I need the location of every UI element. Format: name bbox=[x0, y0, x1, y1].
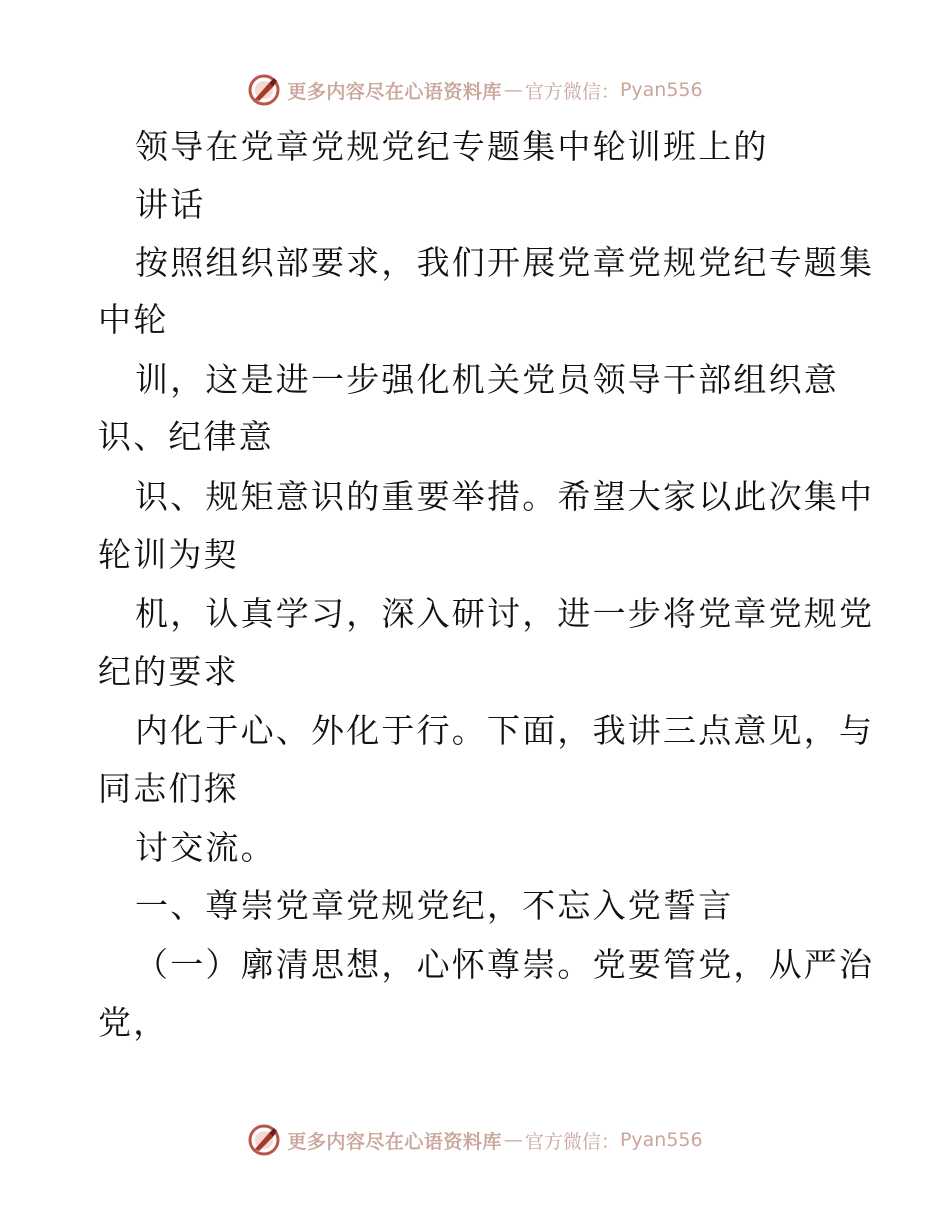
paragraph-line: 识、纪律意 bbox=[98, 417, 274, 456]
document-title-line-1: 领导在党章党规党纪专题集中轮训班上的 bbox=[135, 127, 769, 166]
paragraph-line: 训，这是进一步强化机关党员领导干部组织意 bbox=[135, 360, 839, 399]
paragraph-line: 党， bbox=[98, 1003, 169, 1042]
section-heading: 一、尊崇党章党规党纪，不忘入党誓言 bbox=[135, 886, 734, 925]
paragraph-line: 内化于心、外化于行。下面，我讲三点意见，与 bbox=[135, 711, 875, 750]
pen-nib-logo-icon bbox=[247, 73, 281, 107]
paragraph-line: 识、规矩意识的重要举措。希望大家以此次集中 bbox=[135, 477, 875, 516]
footer-watermark bbox=[0, 1120, 950, 1160]
document-title-line-2: 讲话 bbox=[135, 185, 206, 224]
paragraph-line: 轮训为契 bbox=[98, 535, 239, 574]
watermark-wechat-id: Pyan556 bbox=[619, 1129, 703, 1151]
watermark-brand: 更多内容尽在心语资料库 bbox=[287, 1130, 502, 1153]
paragraph-line: 机，认真学习，深入研讨，进一步将党章党规党 bbox=[135, 594, 875, 633]
paragraph-line: 纪的要求 bbox=[98, 652, 239, 691]
paragraph-line: 讨交流。 bbox=[135, 828, 276, 867]
paragraph-line: 同志们探 bbox=[98, 769, 239, 808]
watermark-brand: 更多内容尽在心语资料库 bbox=[287, 80, 502, 103]
watermark-label: 官方微信： bbox=[524, 80, 620, 103]
header-watermark bbox=[0, 70, 950, 110]
watermark-separator: — bbox=[503, 79, 523, 101]
pen-nib-logo-icon bbox=[247, 1123, 281, 1157]
paragraph-line: 按照组织部要求，我们开展党章党规党纪专题集 bbox=[135, 243, 875, 282]
watermark-wechat-id: Pyan556 bbox=[619, 79, 703, 101]
watermark-label: 官方微信： bbox=[524, 1130, 620, 1153]
paragraph-line: 中轮 bbox=[98, 300, 169, 339]
subsection-line: （一）廓清思想，心怀尊崇。党要管党，从严治 bbox=[135, 945, 875, 984]
watermark-separator: — bbox=[503, 1129, 523, 1151]
